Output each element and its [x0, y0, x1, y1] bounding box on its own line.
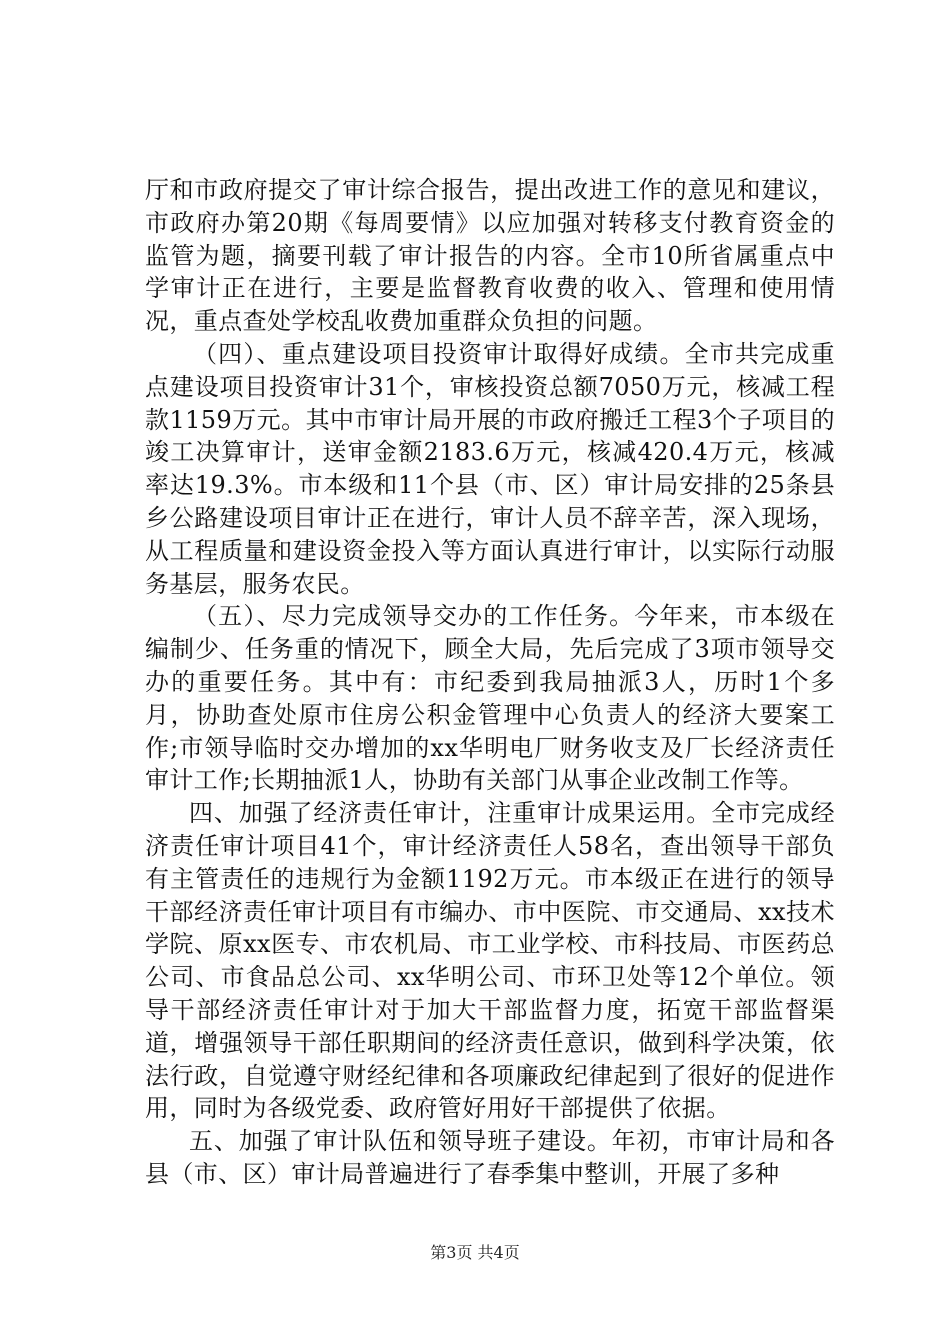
paragraph-economic-responsibility-audit: 四、加强了经济责任审计，注重审计成果运用。全市完成经济责任审计项目41个，审计经济责任人58名，查出领导干部负有主管责任的违规行为金额1192万元。市本级正在进行的领导干部经济责任审计项目有市编办、市中医院、市交通局、xx技术学院、原xx医专、市农机局、市工业学校、市科技局、市医药总公司、市食品总公司、xx华明公司、市环卫处等12个单位。领导干部经济责任审计对于加大干部监督力度，拓宽干部监督渠道，增强领导干部任职期间的经济责任意识，做到科学决策，依法行政，自觉遵守财经纪律和各项廉政纪律起到了很好的促进作用，同时为各级党委、政府管好用好干部提供了依据。	[145, 799, 835, 1123]
document-body	[145, 174, 835, 1191]
page-footer	[0, 1240, 950, 1263]
paragraph-key-project-audit: （四）、重点建设项目投资审计取得好成绩。全市共完成重点建设项目投资审计31个，审核投资总额7050万元，核减工程款1159万元。其中市审计局开展的市政府搬迁工程3个子项目的竣工决算审计，送审金额2183.6万元，核减420.4万元，核减率达19.3%。市本级和11个县（市、区）审计局安排的25条县乡公路建设项目审计正在进行，审计人员不辞辛苦，深入现场，从工程质量和建设资金投入等方面认真进行审计，以实际行动服务基层，服务农民。	[145, 339, 835, 598]
paragraph-leadership-tasks: （五）、尽力完成领导交办的工作任务。今年来，市本级在编制少、任务重的情况下，顾全大局，先后完成了3项市领导交办的重要任务。其中有：市纪委到我局抽派3人，历时1个多月，协助查处原市住房公积金管理中心负责人的经济大要案工作;市领导临时交办增加的xx华明电厂财务收支及厂长经济责任审计工作;长期抽派1人，协助有关部门从事企业改制工作等。	[145, 602, 835, 795]
paragraph-team-building: 五、加强了审计队伍和领导班子建设。年初，市审计局和各县（市、区）审计局普遍进行了春季集中整训，开展了多种	[145, 1127, 835, 1188]
paragraph-report-submission: 厅和市政府提交了审计综合报告，提出改进工作的意见和建议，市政府办第20期《每周要情》以应加强对转移支付教育资金的监管为题，摘要刊载了审计报告的内容。全市10所省属重点中学审计正在进行，主要是监督教育收费的收入、管理和使用情况，重点查处学校乱收费加重群众负担的问题。	[145, 176, 835, 336]
page-number-label: 第3页 共4页	[430, 1243, 520, 1262]
